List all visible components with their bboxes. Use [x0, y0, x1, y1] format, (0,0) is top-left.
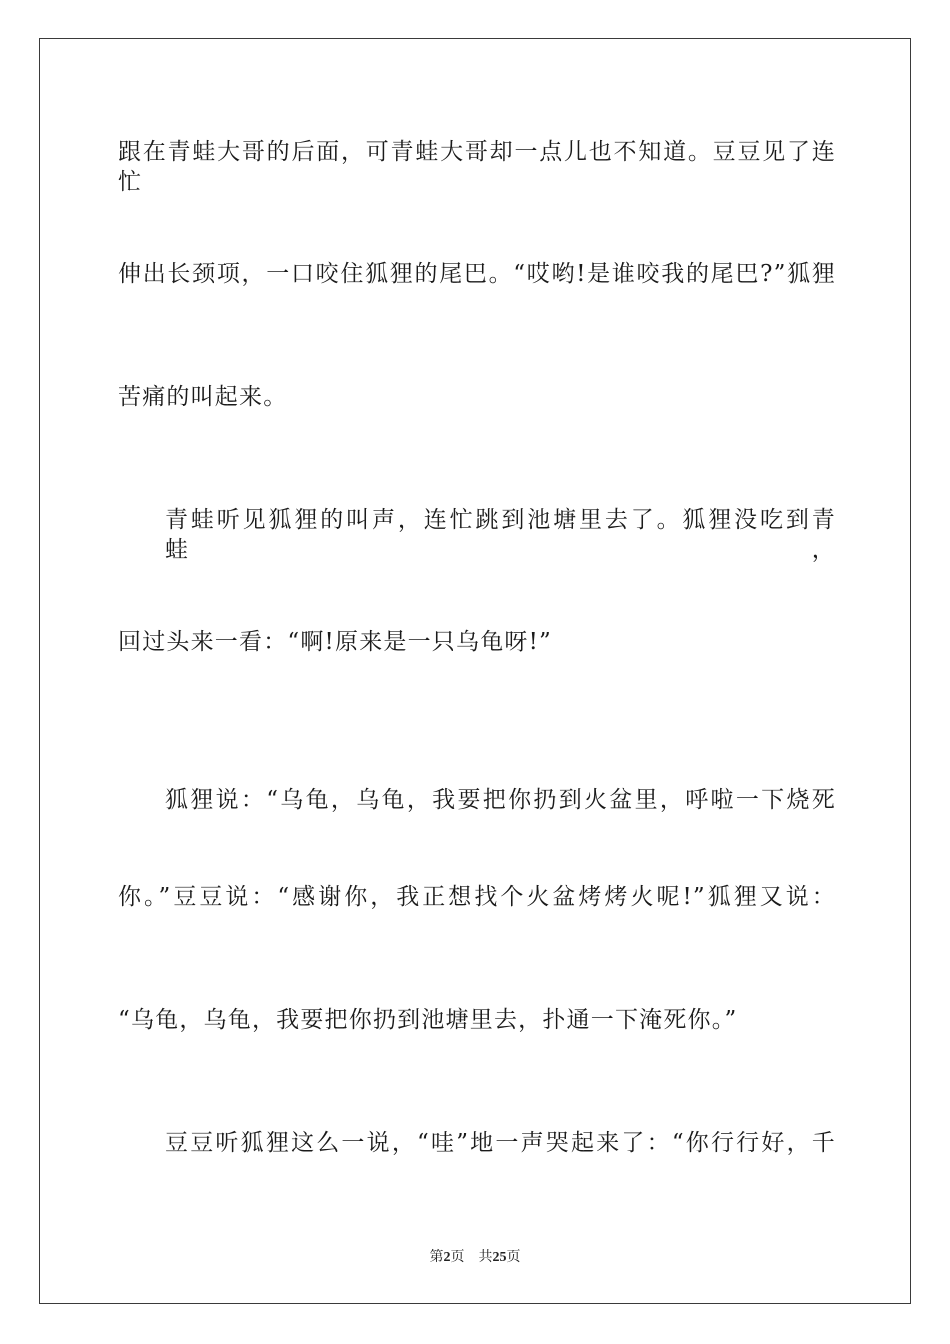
text-line-7: 你。”豆豆说：“感谢你，我正想找个火盆烤烤火呢!”狐狸又说： [118, 884, 836, 910]
text-line-4: 青蛙听见狐狸的叫声，连忙跳到池塘里去了。狐狸没吃到青蛙， [165, 507, 836, 563]
text-line-1: 跟在青蛙大哥的后面，可青蛙大哥却一点儿也不知道。豆豆见了连忙 [118, 139, 836, 195]
text-line-2: 伸出长颈项，一口咬住狐狸的尾巴。“哎哟!是谁咬我的尾巴?”狐狸 [118, 261, 836, 287]
text-line-5: 回过头来一看：“啊!原来是一只乌龟呀!” [118, 629, 553, 655]
total-prefix: 共 [478, 1249, 493, 1265]
text-line-9: 豆豆听狐狸这么一说，“哇”地一声哭起来了：“你行行好，千 [165, 1130, 836, 1156]
text-line-3: 苦痛的叫起来。 [118, 384, 288, 410]
text-line-8: “乌龟，乌龟，我要把你扔到池塘里去，扑通一下淹死你。” [118, 1007, 738, 1033]
page-number: 2 [443, 1250, 451, 1265]
page-footer [0, 1248, 950, 1267]
text-line-6: 狐狸说：“乌龟，乌龟，我要把你扔到火盆里，呼啦一下烧死 [165, 787, 836, 813]
page-border [39, 38, 911, 1304]
total-suffix: 页 [506, 1249, 521, 1265]
total-pages: 25 [492, 1250, 507, 1265]
page-suffix: 页 [450, 1249, 465, 1265]
page-prefix: 第 [429, 1249, 444, 1265]
